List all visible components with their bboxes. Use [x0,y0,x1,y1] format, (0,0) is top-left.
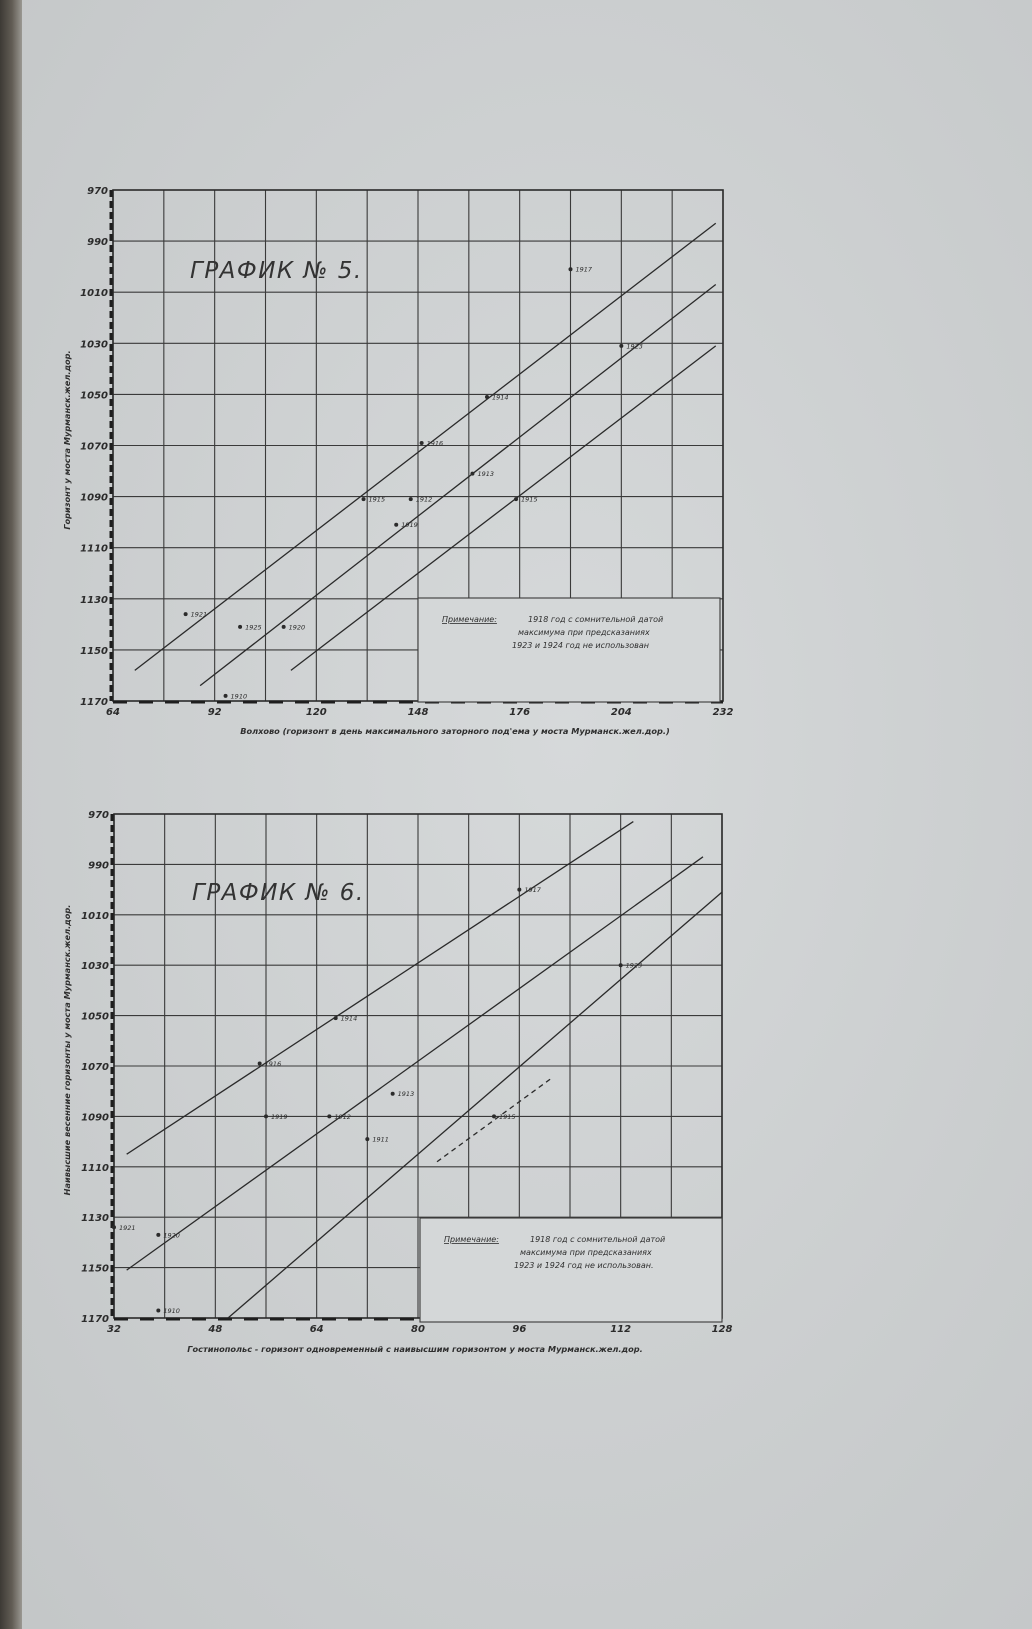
data-point-label: 1925 [245,623,262,632]
data-point [420,441,424,445]
data-point-label: 1923 [625,961,643,970]
note-line: максимума при предсказаниях [520,1248,652,1257]
x-tick-label: 64 [309,1324,324,1335]
y-tick-label: 1090 [81,1112,109,1124]
note-box-frame [420,1218,722,1322]
data-point-label: 1915 [368,495,386,504]
data-point-label: 1914 [491,393,509,402]
y-tick-label: 1050 [80,390,108,402]
data-point [238,625,242,629]
y-tick-label: 1170 [80,697,108,708]
y-tick-label: 1030 [80,339,108,351]
y-tick-label: 1010 [81,910,109,922]
data-point-label: 1915 [499,1112,516,1121]
data-point [391,1092,395,1096]
y-axis-label: Горизонт у моста Мурманск.жел.дор. [62,350,72,530]
y-tick-label: 970 [88,810,109,821]
data-point [334,1016,338,1020]
data-point-label: 1915 [521,495,538,504]
x-tick-label: 48 [208,1324,223,1335]
note-box [420,1218,722,1322]
y-tick-label: 990 [87,237,108,249]
data-point-label: 1910 [230,692,248,701]
data-point [258,1061,262,1065]
data-point [282,625,286,629]
data-point [156,1233,160,1237]
data-point [327,1114,331,1118]
data-point-label: 1916 [264,1059,282,1068]
data-point-label: 1920 [163,1231,180,1240]
y-tick-label: 990 [88,860,109,872]
note-heading: Примечание: [442,615,497,624]
data-point [470,472,474,476]
data-point [156,1308,160,1312]
y-tick-label: 1070 [81,1062,109,1073]
y-tick-label: 1070 [80,441,108,453]
note-box [418,598,720,702]
y-axis-label: Наивысшие весенние горизонты у моста Мурманск.жел.дор. [62,904,72,1196]
x-tick-label: 176 [509,707,531,718]
x-axis-label: Гостинопольс - горизонт одновременный с наивысшим горизонтом у моста Мурманск.жел.дор. [187,1344,643,1354]
data-point-label: 1912 [334,1112,351,1121]
x-tick-label: 32 [107,1324,121,1335]
y-tick-label: 970 [87,186,108,197]
data-point-label: 1919 [271,1112,288,1121]
trend-line [127,857,703,1270]
data-point [184,612,188,616]
data-point-label: 1916 [426,439,444,448]
note-line: 1918 год с сомнительной датой [530,1235,666,1244]
chart-title: ГРАФИК № 6. [192,880,365,906]
dashed-trend-line [437,1079,551,1162]
data-point [485,395,489,399]
y-tick-label: 1170 [81,1314,109,1325]
note-line: максимума при предсказаниях [518,628,650,637]
x-tick-label: 112 [610,1324,632,1335]
chart-title: ГРАФИК № 5. [190,258,363,284]
y-tick-label: 1050 [81,1011,109,1023]
data-point [224,694,228,698]
data-point [264,1114,268,1118]
data-point [394,523,398,527]
x-tick-label: 92 [207,707,222,718]
data-point-label: 1913 [477,470,495,479]
data-point-label: 1912 [415,495,433,504]
chart-5 [0,170,1032,790]
x-tick-label: 148 [407,707,429,718]
y-tick-label: 1010 [80,288,108,300]
data-point-label: 1921 [119,1223,136,1232]
y-tick-label: 1150 [81,1263,109,1275]
x-axis-label: Волхово (горизонт в день максимального заторного под'ема у моста Мурманск.жел.дор.) [240,726,670,736]
data-point [517,888,521,892]
data-point [619,963,623,967]
y-tick-label: 1090 [80,492,108,504]
x-tick-label: 204 [610,707,632,718]
data-point-label: 1917 [575,265,593,274]
x-tick-label: 64 [106,707,120,718]
x-tick-label: 120 [305,707,327,718]
note-heading: Примечание: [444,1235,499,1244]
x-tick-label: 128 [711,1324,733,1335]
x-tick-label: 80 [411,1324,425,1335]
data-point-label: 1914 [340,1014,358,1023]
chart-6 [0,810,1032,1442]
note-line: 1923 и 1924 год не использован. [514,1261,654,1270]
y-tick-label: 1110 [81,1162,109,1174]
data-point [365,1137,369,1141]
note-line: 1918 год с сомнительной датой [528,615,664,624]
y-tick-label: 1030 [81,961,109,973]
y-tick-label: 1150 [80,645,108,657]
data-point [362,497,366,501]
x-tick-label: 232 [712,707,734,718]
data-point-label: 1919 [401,521,418,530]
data-point [112,1225,116,1229]
trend-line [127,822,634,1155]
data-point-label: 1921 [190,610,208,619]
data-point-label: 1920 [288,623,306,632]
data-point-label: 1923 [626,342,643,351]
data-point [619,344,623,348]
data-point-label: 1917 [524,886,541,895]
x-tick-label: 96 [512,1324,527,1335]
data-point [514,497,518,501]
y-tick-label: 1110 [80,543,108,555]
y-tick-label: 1130 [81,1213,109,1225]
data-point-label: 1913 [397,1090,415,1099]
data-point-label: 1911 [372,1135,389,1144]
note-line: 1923 и 1924 год не использован [512,641,649,650]
data-point [492,1114,496,1118]
note-box-frame [418,598,720,702]
data-point [409,497,413,501]
data-point-label: 1910 [163,1306,180,1315]
data-point [569,267,573,271]
y-tick-label: 1130 [80,594,108,606]
